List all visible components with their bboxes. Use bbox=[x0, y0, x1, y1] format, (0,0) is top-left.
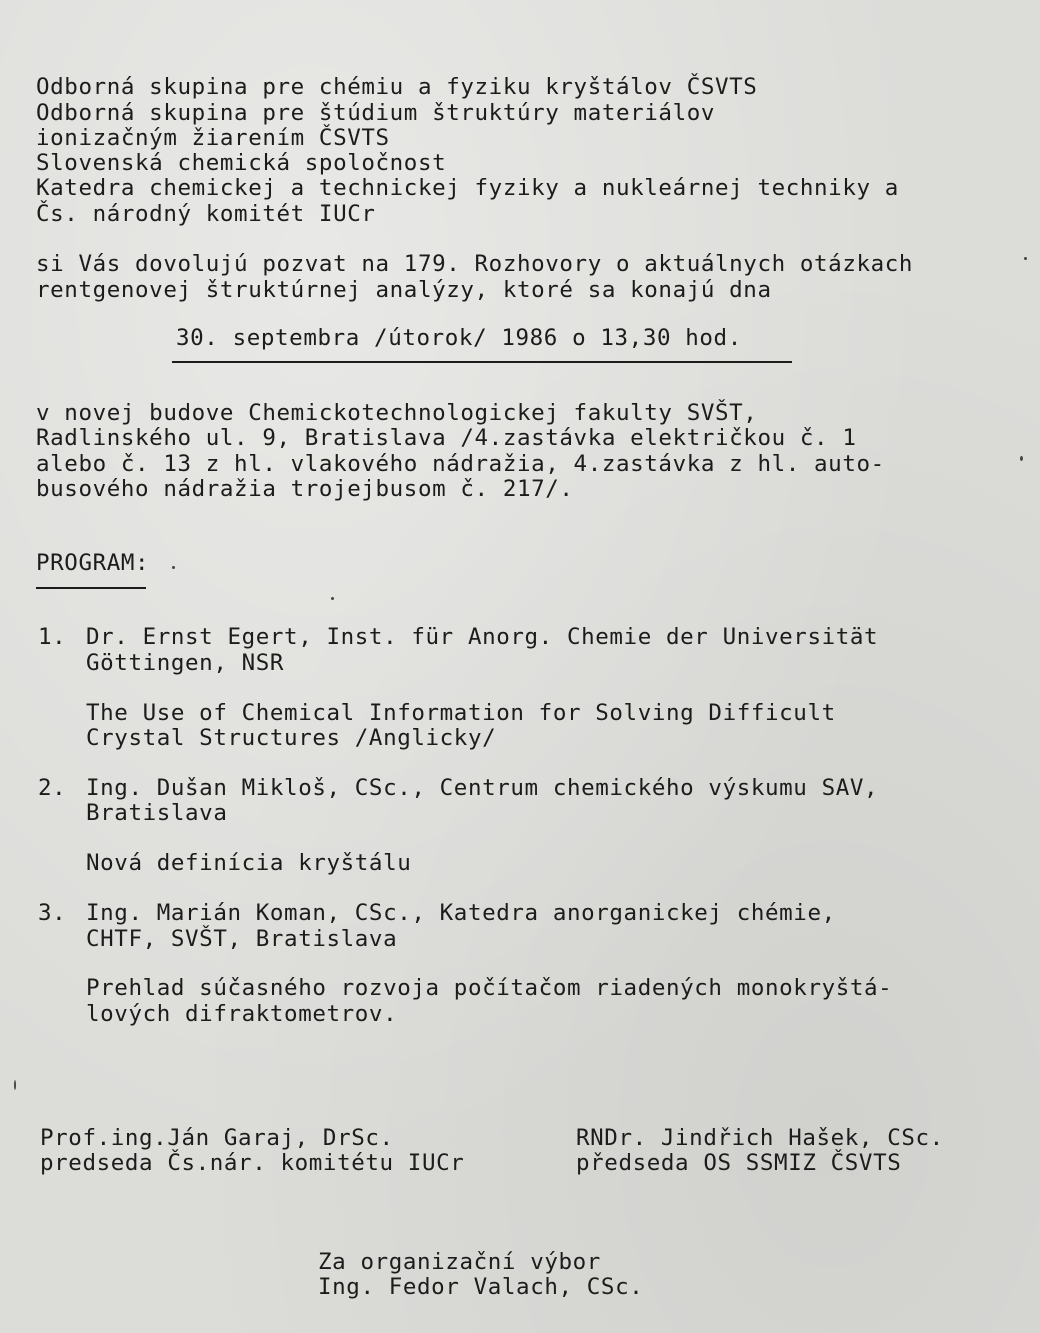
scan-speck bbox=[14, 1080, 16, 1090]
committee-line: Za organizační výbor bbox=[318, 1249, 601, 1275]
item-number: 1. bbox=[38, 624, 67, 650]
talk-title-line: Nová definícia kryštálu bbox=[86, 850, 412, 876]
speaker-line: Ing. Dušan Mikloš, CSc., Centrum chemického výskumu SAV, bbox=[86, 775, 879, 801]
scan-speck bbox=[331, 597, 334, 600]
organizer-line: Odborná skupina pre štúdium štruktúry materiálov bbox=[36, 100, 716, 126]
organizer-line: Odborná skupina pre chémiu a fyziku kryštálov ČSVTS bbox=[36, 74, 758, 100]
scan-speck bbox=[1020, 456, 1023, 461]
location-line: alebo č. 13 z hl. vlakového nádražia, 4.zastávka z hl. auto- bbox=[36, 451, 885, 477]
scan-speck bbox=[1024, 257, 1027, 260]
signatory-role: predseda Čs.nár. komitétu IUCr bbox=[40, 1150, 465, 1176]
organizer-line: ionizačným žiarením ČSVTS bbox=[36, 125, 390, 151]
item-number: 3. bbox=[38, 900, 67, 926]
talk-title-line: Prehlad súčasného rozvoja počítačom riadených monokryštá- bbox=[86, 975, 893, 1001]
invitation-line: si Vás dovolujú pozvat na 179. Rozhovory o aktuálnych otázkach bbox=[36, 251, 914, 277]
date-underline bbox=[172, 361, 792, 363]
talk-title-line: lových difraktometrov. bbox=[86, 1001, 398, 1027]
location-line: busového nádražia trojejbusom č. 217/. bbox=[36, 476, 574, 502]
talk-title-line: Crystal Structures /Anglicky/ bbox=[86, 725, 497, 751]
item-number: 2. bbox=[38, 775, 67, 801]
speaker-line: Dr. Ernst Egert, Inst. für Anorg. Chemie der Universität bbox=[86, 624, 879, 650]
signatory-role: předseda OS SSMIZ ČSVTS bbox=[576, 1150, 902, 1176]
committee-name: Ing. Fedor Valach, CSc. bbox=[318, 1274, 644, 1300]
speaker-line: Göttingen, NSR bbox=[86, 650, 285, 676]
talk-title-line: The Use of Chemical Information for Solving Difficult bbox=[86, 700, 836, 726]
program-heading-underline bbox=[36, 587, 146, 589]
speaker-line: CHTF, SVŠT, Bratislava bbox=[86, 926, 398, 952]
location-line: Radlinského ul. 9, Bratislava /4.zastávka električkou č. 1 bbox=[36, 425, 857, 451]
invitation-line: rentgenovej štruktúrnej analýzy, ktoré sa konajú dna bbox=[36, 277, 772, 303]
signatory-name: RNDr. Jindřich Hašek, CSc. bbox=[576, 1125, 944, 1151]
scan-speck bbox=[172, 566, 175, 569]
speaker-line: Ing. Marián Koman, CSc., Katedra anorganickej chémie, bbox=[86, 900, 836, 926]
signatory-name: Prof.ing.Ján Garaj, DrSc. bbox=[40, 1125, 394, 1151]
organizer-line: Slovenská chemická spoločnost bbox=[36, 150, 447, 176]
organizer-line: Katedra chemickej a technickej fyziky a nukleárnej techniky a bbox=[36, 175, 899, 201]
location-line: v novej budove Chemickotechnologickej fakulty SVŠT, bbox=[36, 400, 758, 426]
program-heading: PROGRAM: bbox=[36, 550, 150, 576]
organizer-line: Čs. národný komitét IUCr bbox=[36, 201, 376, 227]
speaker-line: Bratislava bbox=[86, 800, 228, 826]
event-date: 30. septembra /útorok/ 1986 o 13,30 hod. bbox=[176, 325, 742, 351]
